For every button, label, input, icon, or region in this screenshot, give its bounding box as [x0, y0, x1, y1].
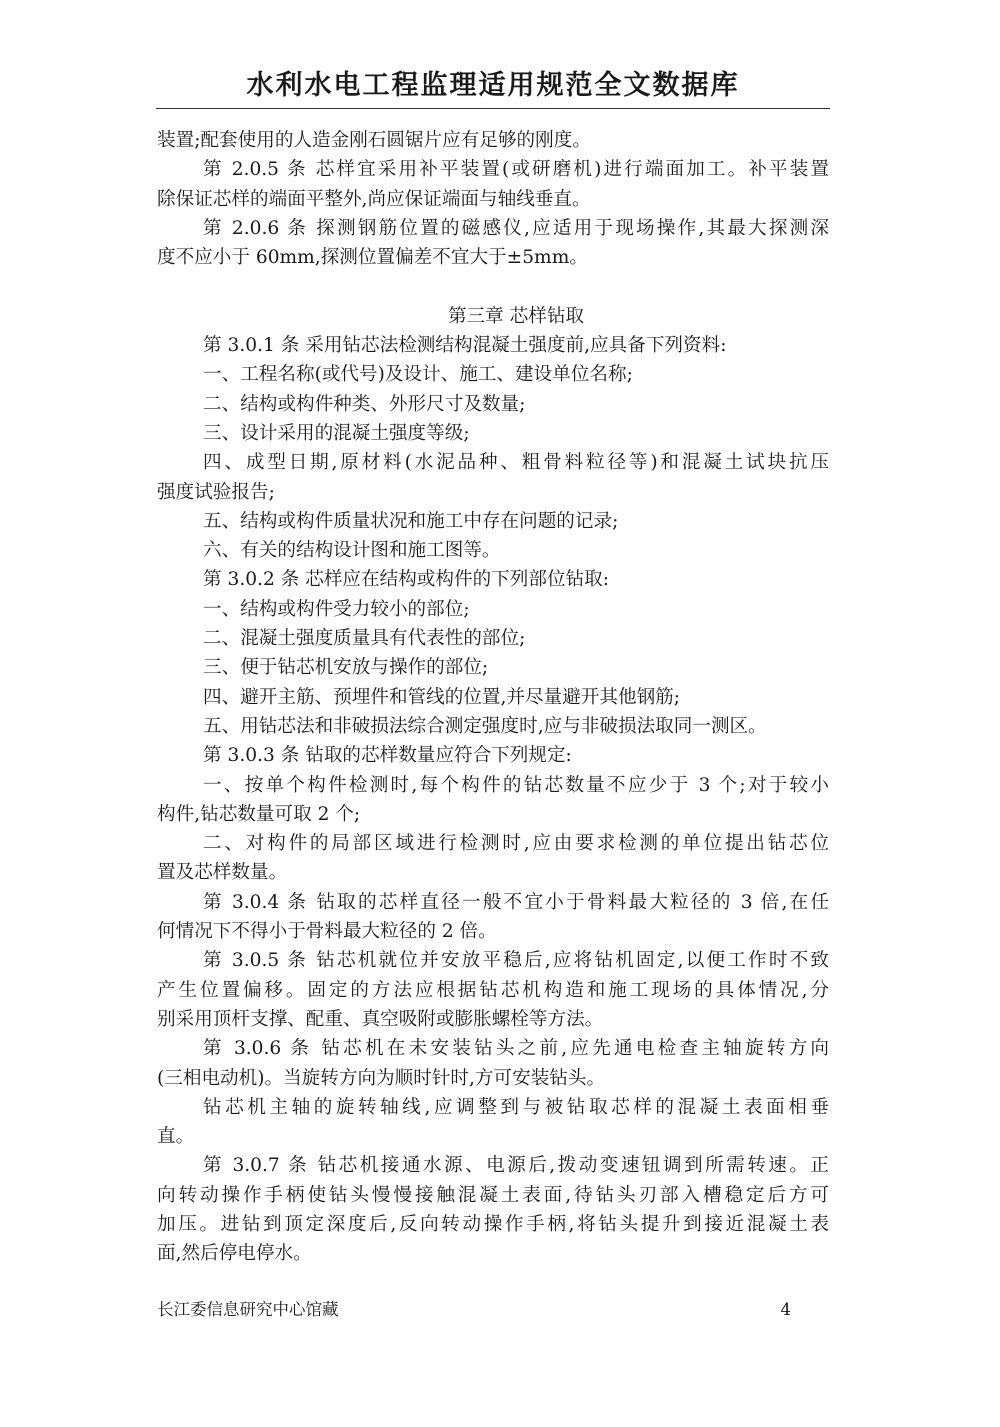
clause-3-0-1-line: 第 3.0.1 条 采用钻芯法检测结构混凝土强度前,应具备下列资料: — [203, 335, 727, 357]
clause-2-0-6-line: 度不应小于 60mm,探测位置偏差不宜大于±5mm。 — [157, 247, 588, 269]
list-item: 二、对构件的局部区域进行检测时,应由要求检测的单位提出钻芯位 — [203, 833, 829, 855]
clause-3-0-7-line: 加压。进钻到顶定深度后,反向转动操作手柄,将钻头提升到接近混凝土表 — [157, 1213, 829, 1235]
clause-3-0-7-line: 向转动操作手柄使钻头慢慢接触混凝土表面,待钻头刃部入槽稳定后方可 — [157, 1184, 829, 1206]
list-item: 二、混凝土强度质量具有代表性的部位; — [203, 628, 526, 650]
list-item: 四、成型日期,原材料(水泥品种、粗骨料粒径等)和混凝土试块抗压 — [203, 452, 829, 474]
page-title: 水利水电工程监理适用规范全文数据库 — [246, 70, 740, 101]
list-item: 一、按单个构件检测时,每个构件的钻芯数量不应少于 3 个;对于较小 — [203, 774, 829, 796]
paragraph-line: 装置;配套使用的人造金刚石圆锯片应有足够的刚度。 — [157, 130, 591, 151]
clause-3-0-5-line: 产生位置偏移。固定的方法应根据钻芯机构造和施工现场的具体情况,分 — [157, 979, 829, 1001]
page-header — [156, 64, 830, 109]
clause-3-0-6-line: 第 3.0.6 条 钻芯机在未安装钻头之前,应先通电检查主轴旋转方向 — [203, 1038, 829, 1060]
clause-3-0-7-line: 面,然后停电停水。 — [157, 1243, 312, 1265]
clause-2-0-6-line: 第 2.0.6 条 探测钢筋位置的磁感仪,应适用于现场操作,其最大探测深 — [203, 217, 829, 239]
clause-3-0-5-line: 别采用顶杆支撑、配重、真空吸附或膨胀螺栓等方法。 — [157, 1008, 604, 1030]
list-item: 置及芯样数量。 — [157, 862, 288, 884]
list-item: 一、工程名称(或代号)及设计、施工、建设单位名称; — [203, 364, 633, 386]
clause-3-0-6-line: (三相电动机)。当旋转方向为顺时针时,方可安装钻头。 — [157, 1067, 606, 1089]
footer-source: 长江委信息研究中心馆藏 — [157, 1300, 339, 1319]
list-item: 五、用钻芯法和非破损法综合测定强度时,应与非破损法取同一测区。 — [203, 715, 767, 737]
clause-2-0-5-line: 除保证芯样的端面平整外,尚应保证端面与轴线垂直。 — [157, 188, 591, 210]
list-item: 二、结构或构件种类、外形尺寸及数量; — [203, 393, 526, 415]
list-item: 三、设计采用的混凝土强度等级; — [203, 422, 470, 444]
list-item: 构件,钻芯数量可取 2 个; — [157, 803, 361, 825]
list-item: 强度试验报告; — [157, 481, 275, 503]
clause-3-0-4-line: 何情况下不得小于骨料最大粒径的 2 倍。 — [157, 921, 497, 943]
list-item: 六、有关的结构设计图和施工图等。 — [203, 540, 501, 562]
list-item: 五、结构或构件质量状况和施工中存在问题的记录; — [203, 510, 619, 532]
paragraph-line: 钻芯机主轴的旋转轴线,应调整到与被钻取芯样的混凝土表面相垂 — [203, 1096, 829, 1118]
list-item: 一、结构或构件受力较小的部位; — [203, 598, 470, 620]
list-item: 三、便于钻芯机安放与操作的部位; — [203, 657, 489, 679]
spacer — [157, 272, 829, 301]
clause-3-0-4-line: 第 3.0.4 条 钻取的芯样直径一般不宜小于骨料最大粒径的 3 倍,在任 — [203, 891, 829, 913]
clause-3-0-5-line: 第 3.0.5 条 钻芯机就位并安放平稳后,应将钻机固定,以便工作时不致 — [203, 950, 829, 972]
list-item: 四、避开主筋、预埋件和管线的位置,并尽量避开其他钢筋; — [203, 686, 681, 708]
clause-2-0-5-line: 第 2.0.5 条 芯样宜采用补平装置(或研磨机)进行端面加工。补平装置 — [203, 159, 829, 181]
paragraph-line: 直。 — [157, 1126, 195, 1148]
chapter-title: 第三章 芯样钻取 — [447, 305, 585, 327]
document-body — [157, 126, 829, 1269]
page-footer — [157, 1296, 829, 1324]
page-number: 4 — [780, 1300, 791, 1319]
clause-3-0-2-line: 第 3.0.2 条 芯样应在结构或构件的下列部位钻取: — [203, 569, 609, 591]
clause-3-0-7-line: 第 3.0.7 条 钻芯机接通水源、电源后,拨动变速钮调到所需转速。正 — [203, 1155, 829, 1177]
clause-3-0-3-line: 第 3.0.3 条 钻取的芯样数量应符合下列规定: — [203, 745, 572, 767]
